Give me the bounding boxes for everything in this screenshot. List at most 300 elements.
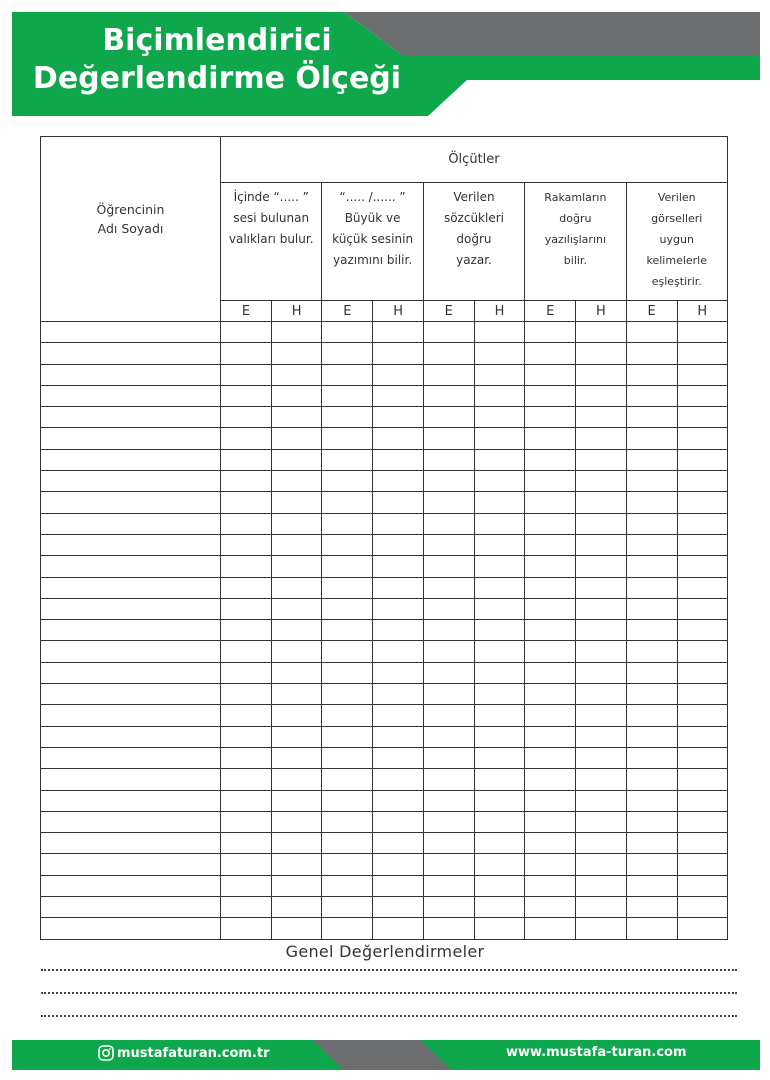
h-mark-cell[interactable] <box>677 577 727 598</box>
student-name-cell[interactable] <box>41 769 221 790</box>
e-mark-cell[interactable] <box>423 322 474 343</box>
writing-line[interactable] <box>41 992 737 994</box>
h-mark-cell[interactable] <box>272 449 322 470</box>
h-mark-cell[interactable] <box>373 918 423 939</box>
h-mark-cell[interactable] <box>576 705 626 726</box>
instagram-handle[interactable]: mustafaturan.com.tr <box>117 1045 270 1061</box>
e-mark-cell[interactable] <box>525 471 576 492</box>
footer-instagram[interactable] <box>98 1045 270 1061</box>
e-mark-cell[interactable] <box>221 662 272 683</box>
h-mark-cell[interactable] <box>677 705 727 726</box>
e-mark-cell[interactable] <box>423 811 474 832</box>
h-mark-cell[interactable] <box>474 534 524 555</box>
e-mark-cell[interactable] <box>626 449 677 470</box>
student-name-cell[interactable] <box>41 407 221 428</box>
h-mark-cell[interactable] <box>474 918 524 939</box>
h-mark-cell[interactable] <box>576 790 626 811</box>
e-mark-cell[interactable] <box>322 407 373 428</box>
e-mark-cell[interactable] <box>221 577 272 598</box>
h-mark-cell[interactable] <box>272 641 322 662</box>
e-mark-cell[interactable] <box>322 897 373 918</box>
h-mark-cell[interactable] <box>576 897 626 918</box>
e-mark-cell[interactable] <box>322 556 373 577</box>
e-mark-cell[interactable] <box>322 577 373 598</box>
e-mark-cell[interactable] <box>626 577 677 598</box>
e-mark-cell[interactable] <box>322 598 373 619</box>
student-name-cell[interactable] <box>41 449 221 470</box>
e-mark-cell[interactable] <box>322 918 373 939</box>
e-mark-cell[interactable] <box>322 322 373 343</box>
h-mark-cell[interactable] <box>677 598 727 619</box>
h-mark-cell[interactable] <box>373 428 423 449</box>
h-mark-cell[interactable] <box>373 726 423 747</box>
h-mark-cell[interactable] <box>474 322 524 343</box>
e-mark-cell[interactable] <box>423 556 474 577</box>
h-mark-cell[interactable] <box>677 534 727 555</box>
e-mark-cell[interactable] <box>221 854 272 875</box>
e-mark-cell[interactable] <box>322 854 373 875</box>
h-mark-cell[interactable] <box>474 747 524 768</box>
h-mark-cell[interactable] <box>474 471 524 492</box>
h-mark-cell[interactable] <box>373 534 423 555</box>
h-mark-cell[interactable] <box>474 343 524 364</box>
h-mark-cell[interactable] <box>474 428 524 449</box>
h-mark-cell[interactable] <box>373 790 423 811</box>
h-mark-cell[interactable] <box>373 620 423 641</box>
h-mark-cell[interactable] <box>576 449 626 470</box>
e-mark-cell[interactable] <box>525 641 576 662</box>
student-name-cell[interactable] <box>41 662 221 683</box>
e-mark-cell[interactable] <box>423 513 474 534</box>
e-mark-cell[interactable] <box>626 705 677 726</box>
student-name-cell[interactable] <box>41 747 221 768</box>
e-mark-cell[interactable] <box>221 705 272 726</box>
h-mark-cell[interactable] <box>272 769 322 790</box>
h-mark-cell[interactable] <box>677 833 727 854</box>
writing-line[interactable] <box>41 969 737 971</box>
e-mark-cell[interactable] <box>626 343 677 364</box>
student-name-cell[interactable] <box>41 364 221 385</box>
e-mark-cell[interactable] <box>322 790 373 811</box>
h-mark-cell[interactable] <box>576 534 626 555</box>
h-mark-cell[interactable] <box>272 620 322 641</box>
e-mark-cell[interactable] <box>322 811 373 832</box>
e-mark-cell[interactable] <box>626 620 677 641</box>
e-mark-cell[interactable] <box>525 854 576 875</box>
e-mark-cell[interactable] <box>525 897 576 918</box>
h-mark-cell[interactable] <box>576 598 626 619</box>
e-mark-cell[interactable] <box>626 747 677 768</box>
student-name-cell[interactable] <box>41 598 221 619</box>
e-mark-cell[interactable] <box>525 407 576 428</box>
student-name-cell[interactable] <box>41 641 221 662</box>
e-mark-cell[interactable] <box>423 534 474 555</box>
e-mark-cell[interactable] <box>423 726 474 747</box>
h-mark-cell[interactable] <box>474 556 524 577</box>
h-mark-cell[interactable] <box>677 620 727 641</box>
student-name-cell[interactable] <box>41 897 221 918</box>
e-mark-cell[interactable] <box>221 833 272 854</box>
student-name-cell[interactable] <box>41 577 221 598</box>
e-mark-cell[interactable] <box>221 385 272 406</box>
h-mark-cell[interactable] <box>474 385 524 406</box>
e-mark-cell[interactable] <box>221 790 272 811</box>
h-mark-cell[interactable] <box>576 343 626 364</box>
e-mark-cell[interactable] <box>525 534 576 555</box>
student-name-cell[interactable] <box>41 513 221 534</box>
e-mark-cell[interactable] <box>221 407 272 428</box>
h-mark-cell[interactable] <box>272 322 322 343</box>
h-mark-cell[interactable] <box>272 747 322 768</box>
e-mark-cell[interactable] <box>221 769 272 790</box>
e-mark-cell[interactable] <box>322 471 373 492</box>
h-mark-cell[interactable] <box>272 471 322 492</box>
h-mark-cell[interactable] <box>677 897 727 918</box>
e-mark-cell[interactable] <box>525 790 576 811</box>
h-mark-cell[interactable] <box>677 747 727 768</box>
h-mark-cell[interactable] <box>373 322 423 343</box>
e-mark-cell[interactable] <box>525 385 576 406</box>
h-mark-cell[interactable] <box>373 662 423 683</box>
e-mark-cell[interactable] <box>423 620 474 641</box>
e-mark-cell[interactable] <box>525 322 576 343</box>
footer-website[interactable]: www.mustafa-turan.com <box>506 1045 687 1060</box>
e-mark-cell[interactable] <box>322 513 373 534</box>
e-mark-cell[interactable] <box>525 918 576 939</box>
e-mark-cell[interactable] <box>525 556 576 577</box>
h-mark-cell[interactable] <box>576 407 626 428</box>
h-mark-cell[interactable] <box>272 726 322 747</box>
h-mark-cell[interactable] <box>474 684 524 705</box>
student-name-cell[interactable] <box>41 322 221 343</box>
h-mark-cell[interactable] <box>576 769 626 790</box>
e-mark-cell[interactable] <box>525 747 576 768</box>
e-mark-cell[interactable] <box>322 875 373 896</box>
e-mark-cell[interactable] <box>322 641 373 662</box>
e-mark-cell[interactable] <box>423 897 474 918</box>
e-mark-cell[interactable] <box>221 811 272 832</box>
h-mark-cell[interactable] <box>373 513 423 534</box>
e-mark-cell[interactable] <box>626 726 677 747</box>
e-mark-cell[interactable] <box>322 343 373 364</box>
e-mark-cell[interactable] <box>322 833 373 854</box>
e-mark-cell[interactable] <box>626 854 677 875</box>
h-mark-cell[interactable] <box>373 385 423 406</box>
e-mark-cell[interactable] <box>221 343 272 364</box>
e-mark-cell[interactable] <box>322 684 373 705</box>
h-mark-cell[interactable] <box>576 684 626 705</box>
h-mark-cell[interactable] <box>677 556 727 577</box>
e-mark-cell[interactable] <box>626 790 677 811</box>
e-mark-cell[interactable] <box>322 620 373 641</box>
e-mark-cell[interactable] <box>423 343 474 364</box>
h-mark-cell[interactable] <box>474 705 524 726</box>
h-mark-cell[interactable] <box>474 833 524 854</box>
h-mark-cell[interactable] <box>576 364 626 385</box>
e-mark-cell[interactable] <box>423 833 474 854</box>
h-mark-cell[interactable] <box>576 811 626 832</box>
e-mark-cell[interactable] <box>626 662 677 683</box>
e-mark-cell[interactable] <box>525 428 576 449</box>
h-mark-cell[interactable] <box>474 620 524 641</box>
e-mark-cell[interactable] <box>626 918 677 939</box>
h-mark-cell[interactable] <box>677 790 727 811</box>
h-mark-cell[interactable] <box>474 407 524 428</box>
h-mark-cell[interactable] <box>576 662 626 683</box>
e-mark-cell[interactable] <box>626 556 677 577</box>
e-mark-cell[interactable] <box>423 364 474 385</box>
h-mark-cell[interactable] <box>272 875 322 896</box>
h-mark-cell[interactable] <box>474 364 524 385</box>
e-mark-cell[interactable] <box>322 747 373 768</box>
e-mark-cell[interactable] <box>626 641 677 662</box>
h-mark-cell[interactable] <box>373 875 423 896</box>
h-mark-cell[interactable] <box>272 407 322 428</box>
e-mark-cell[interactable] <box>322 492 373 513</box>
e-mark-cell[interactable] <box>525 684 576 705</box>
h-mark-cell[interactable] <box>272 556 322 577</box>
e-mark-cell[interactable] <box>423 449 474 470</box>
h-mark-cell[interactable] <box>474 790 524 811</box>
e-mark-cell[interactable] <box>626 364 677 385</box>
h-mark-cell[interactable] <box>576 471 626 492</box>
h-mark-cell[interactable] <box>677 811 727 832</box>
h-mark-cell[interactable] <box>373 343 423 364</box>
e-mark-cell[interactable] <box>626 684 677 705</box>
e-mark-cell[interactable] <box>626 598 677 619</box>
h-mark-cell[interactable] <box>677 641 727 662</box>
h-mark-cell[interactable] <box>474 449 524 470</box>
h-mark-cell[interactable] <box>677 918 727 939</box>
h-mark-cell[interactable] <box>474 513 524 534</box>
h-mark-cell[interactable] <box>272 790 322 811</box>
e-mark-cell[interactable] <box>221 875 272 896</box>
h-mark-cell[interactable] <box>677 449 727 470</box>
h-mark-cell[interactable] <box>576 854 626 875</box>
e-mark-cell[interactable] <box>626 811 677 832</box>
h-mark-cell[interactable] <box>576 428 626 449</box>
e-mark-cell[interactable] <box>423 918 474 939</box>
h-mark-cell[interactable] <box>272 705 322 726</box>
e-mark-cell[interactable] <box>221 471 272 492</box>
e-mark-cell[interactable] <box>423 407 474 428</box>
e-mark-cell[interactable] <box>423 428 474 449</box>
e-mark-cell[interactable] <box>525 833 576 854</box>
e-mark-cell[interactable] <box>221 428 272 449</box>
h-mark-cell[interactable] <box>677 385 727 406</box>
e-mark-cell[interactable] <box>525 620 576 641</box>
h-mark-cell[interactable] <box>272 897 322 918</box>
student-name-cell[interactable] <box>41 428 221 449</box>
e-mark-cell[interactable] <box>221 322 272 343</box>
student-name-cell[interactable] <box>41 875 221 896</box>
e-mark-cell[interactable] <box>423 684 474 705</box>
e-mark-cell[interactable] <box>626 833 677 854</box>
h-mark-cell[interactable] <box>677 726 727 747</box>
e-mark-cell[interactable] <box>423 598 474 619</box>
e-mark-cell[interactable] <box>423 875 474 896</box>
e-mark-cell[interactable] <box>322 705 373 726</box>
e-mark-cell[interactable] <box>525 726 576 747</box>
e-mark-cell[interactable] <box>423 662 474 683</box>
e-mark-cell[interactable] <box>626 534 677 555</box>
student-name-cell[interactable] <box>41 833 221 854</box>
e-mark-cell[interactable] <box>423 854 474 875</box>
e-mark-cell[interactable] <box>322 726 373 747</box>
e-mark-cell[interactable] <box>221 684 272 705</box>
h-mark-cell[interactable] <box>272 833 322 854</box>
h-mark-cell[interactable] <box>272 364 322 385</box>
h-mark-cell[interactable] <box>677 854 727 875</box>
e-mark-cell[interactable] <box>322 364 373 385</box>
e-mark-cell[interactable] <box>525 769 576 790</box>
student-name-cell[interactable] <box>41 471 221 492</box>
h-mark-cell[interactable] <box>474 662 524 683</box>
e-mark-cell[interactable] <box>423 790 474 811</box>
h-mark-cell[interactable] <box>677 769 727 790</box>
e-mark-cell[interactable] <box>525 449 576 470</box>
e-mark-cell[interactable] <box>525 662 576 683</box>
h-mark-cell[interactable] <box>373 449 423 470</box>
h-mark-cell[interactable] <box>373 598 423 619</box>
h-mark-cell[interactable] <box>373 811 423 832</box>
h-mark-cell[interactable] <box>474 577 524 598</box>
e-mark-cell[interactable] <box>322 662 373 683</box>
h-mark-cell[interactable] <box>272 428 322 449</box>
e-mark-cell[interactable] <box>221 449 272 470</box>
e-mark-cell[interactable] <box>423 577 474 598</box>
e-mark-cell[interactable] <box>221 364 272 385</box>
e-mark-cell[interactable] <box>626 513 677 534</box>
e-mark-cell[interactable] <box>423 641 474 662</box>
h-mark-cell[interactable] <box>474 897 524 918</box>
e-mark-cell[interactable] <box>221 918 272 939</box>
e-mark-cell[interactable] <box>221 598 272 619</box>
h-mark-cell[interactable] <box>576 385 626 406</box>
h-mark-cell[interactable] <box>474 726 524 747</box>
h-mark-cell[interactable] <box>373 364 423 385</box>
e-mark-cell[interactable] <box>626 428 677 449</box>
e-mark-cell[interactable] <box>626 897 677 918</box>
h-mark-cell[interactable] <box>474 854 524 875</box>
e-mark-cell[interactable] <box>525 598 576 619</box>
h-mark-cell[interactable] <box>373 833 423 854</box>
h-mark-cell[interactable] <box>576 875 626 896</box>
h-mark-cell[interactable] <box>474 641 524 662</box>
e-mark-cell[interactable] <box>525 492 576 513</box>
h-mark-cell[interactable] <box>373 407 423 428</box>
student-name-cell[interactable] <box>41 534 221 555</box>
e-mark-cell[interactable] <box>423 705 474 726</box>
h-mark-cell[interactable] <box>677 471 727 492</box>
e-mark-cell[interactable] <box>525 364 576 385</box>
h-mark-cell[interactable] <box>272 492 322 513</box>
e-mark-cell[interactable] <box>221 747 272 768</box>
e-mark-cell[interactable] <box>525 343 576 364</box>
student-name-cell[interactable] <box>41 684 221 705</box>
student-name-cell[interactable] <box>41 790 221 811</box>
h-mark-cell[interactable] <box>576 513 626 534</box>
h-mark-cell[interactable] <box>272 854 322 875</box>
e-mark-cell[interactable] <box>322 428 373 449</box>
h-mark-cell[interactable] <box>576 322 626 343</box>
h-mark-cell[interactable] <box>272 684 322 705</box>
student-name-cell[interactable] <box>41 492 221 513</box>
h-mark-cell[interactable] <box>576 726 626 747</box>
e-mark-cell[interactable] <box>221 534 272 555</box>
e-mark-cell[interactable] <box>525 577 576 598</box>
h-mark-cell[interactable] <box>272 534 322 555</box>
e-mark-cell[interactable] <box>322 449 373 470</box>
h-mark-cell[interactable] <box>677 343 727 364</box>
h-mark-cell[interactable] <box>272 662 322 683</box>
e-mark-cell[interactable] <box>221 726 272 747</box>
e-mark-cell[interactable] <box>423 769 474 790</box>
h-mark-cell[interactable] <box>373 577 423 598</box>
e-mark-cell[interactable] <box>423 385 474 406</box>
e-mark-cell[interactable] <box>525 811 576 832</box>
h-mark-cell[interactable] <box>576 641 626 662</box>
student-name-cell[interactable] <box>41 918 221 939</box>
e-mark-cell[interactable] <box>322 385 373 406</box>
h-mark-cell[interactable] <box>677 684 727 705</box>
h-mark-cell[interactable] <box>272 513 322 534</box>
h-mark-cell[interactable] <box>576 833 626 854</box>
e-mark-cell[interactable] <box>423 747 474 768</box>
h-mark-cell[interactable] <box>576 747 626 768</box>
e-mark-cell[interactable] <box>525 875 576 896</box>
h-mark-cell[interactable] <box>677 364 727 385</box>
h-mark-cell[interactable] <box>272 577 322 598</box>
h-mark-cell[interactable] <box>373 705 423 726</box>
e-mark-cell[interactable] <box>221 641 272 662</box>
h-mark-cell[interactable] <box>272 918 322 939</box>
e-mark-cell[interactable] <box>423 471 474 492</box>
h-mark-cell[interactable] <box>677 513 727 534</box>
h-mark-cell[interactable] <box>677 662 727 683</box>
e-mark-cell[interactable] <box>221 556 272 577</box>
h-mark-cell[interactable] <box>373 684 423 705</box>
e-mark-cell[interactable] <box>221 513 272 534</box>
e-mark-cell[interactable] <box>221 897 272 918</box>
h-mark-cell[interactable] <box>677 407 727 428</box>
e-mark-cell[interactable] <box>322 769 373 790</box>
h-mark-cell[interactable] <box>272 811 322 832</box>
h-mark-cell[interactable] <box>373 492 423 513</box>
student-name-cell[interactable] <box>41 385 221 406</box>
h-mark-cell[interactable] <box>272 343 322 364</box>
h-mark-cell[interactable] <box>576 577 626 598</box>
e-mark-cell[interactable] <box>525 513 576 534</box>
h-mark-cell[interactable] <box>677 428 727 449</box>
h-mark-cell[interactable] <box>373 854 423 875</box>
e-mark-cell[interactable] <box>626 875 677 896</box>
e-mark-cell[interactable] <box>525 705 576 726</box>
e-mark-cell[interactable] <box>626 471 677 492</box>
h-mark-cell[interactable] <box>576 620 626 641</box>
h-mark-cell[interactable] <box>474 769 524 790</box>
h-mark-cell[interactable] <box>474 492 524 513</box>
h-mark-cell[interactable] <box>373 897 423 918</box>
student-name-cell[interactable] <box>41 854 221 875</box>
h-mark-cell[interactable] <box>576 556 626 577</box>
e-mark-cell[interactable] <box>423 492 474 513</box>
h-mark-cell[interactable] <box>373 556 423 577</box>
h-mark-cell[interactable] <box>474 598 524 619</box>
h-mark-cell[interactable] <box>474 875 524 896</box>
writing-line[interactable] <box>41 1015 737 1017</box>
e-mark-cell[interactable] <box>626 492 677 513</box>
